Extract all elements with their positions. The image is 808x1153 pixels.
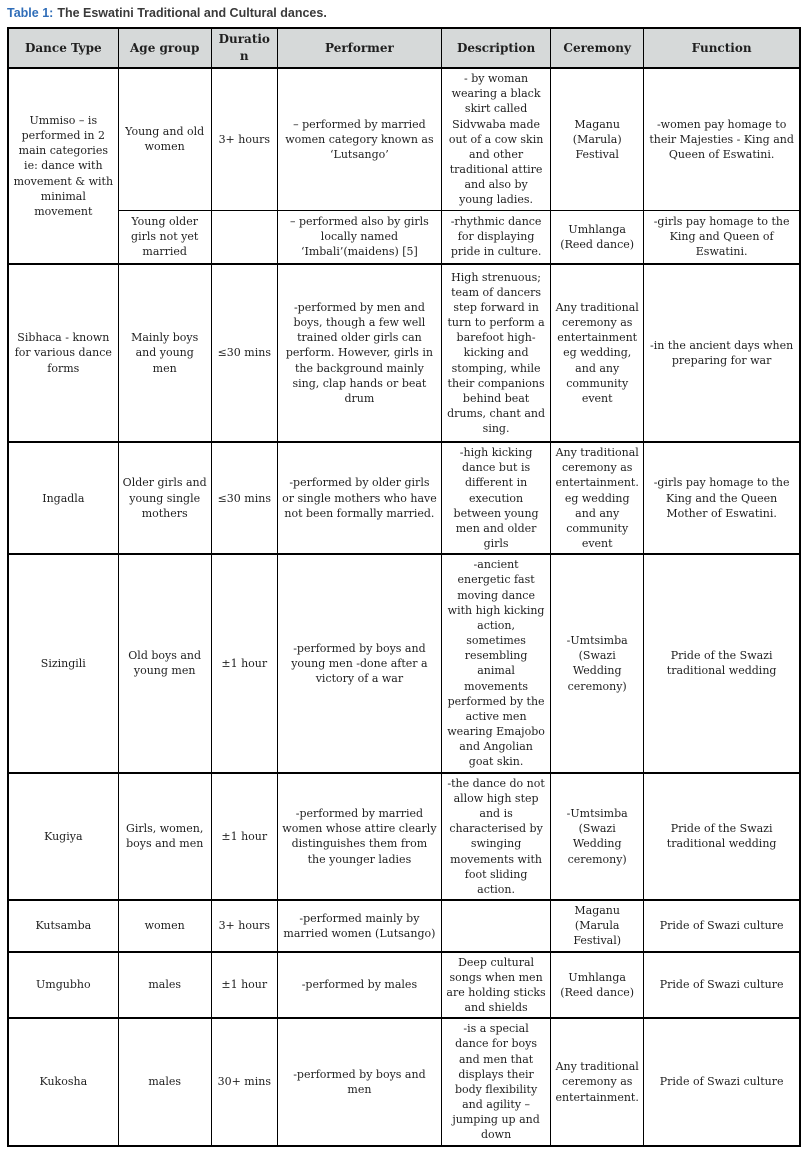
cell-function: Pride of Swazi culture [644, 952, 800, 1019]
dances-table [7, 27, 801, 1147]
cell-description: -the dance do not allow high step and is characterised by swinging movements with foot sliding action. [442, 773, 551, 900]
cell-duration: 30+ mins [211, 1018, 277, 1145]
cell-age-group: women [118, 900, 211, 952]
column-header-dance-type: Dance Type [8, 28, 118, 68]
cell-performer: – performed by married women category known as ‘Lutsango’ [277, 68, 441, 210]
cell-performer: -performed by married women whose attire clearly distinguishes them from the younger ladies [277, 773, 441, 900]
table-row-ingadla [8, 442, 800, 554]
cell-age-group: Young older girls not yet married [118, 210, 211, 264]
cell-function: -in the ancient days when preparing for war [644, 264, 800, 442]
cell-ceremony: Maganu (Marula Festival) [551, 900, 644, 952]
table-caption [7, 6, 801, 20]
table-row-kugiya [8, 773, 800, 900]
table-caption-label: Table 1: [7, 6, 54, 20]
table-row-umgubho [8, 952, 800, 1019]
cell-function: Pride of Swazi culture [644, 1018, 800, 1145]
cell-performer: -performed by males [277, 952, 441, 1019]
cell-dance-type: Sibhaca - known for various dance forms [8, 264, 118, 442]
cell-description: Deep cultural songs when men are holding sticks and shields [442, 952, 551, 1019]
cell-ceremony: Umhlanga (Reed dance) [551, 210, 644, 264]
column-header-ceremony: Ceremony [551, 28, 644, 68]
cell-ceremony: Umhlanga (Reed dance) [551, 952, 644, 1019]
column-header-age-group: Age group [118, 28, 211, 68]
column-header-description: Description [442, 28, 551, 68]
cell-function: Pride of the Swazi traditional wedding [644, 554, 800, 772]
cell-age-group: males [118, 952, 211, 1019]
cell-age-group: Mainly boys and young men [118, 264, 211, 442]
cell-duration: ±1 hour [211, 773, 277, 900]
cell-dance-type: Sizingili [8, 554, 118, 772]
cell-duration: 3+ hours [211, 900, 277, 952]
cell-ceremony: -Umtsimba (Swazi Wedding ceremony) [551, 554, 644, 772]
cell-dance-type: Kukosha [8, 1018, 118, 1145]
cell-performer: – performed also by girls locally named ‘Imbali’(maidens) [5] [277, 210, 441, 264]
cell-age-group: Young and old women [118, 68, 211, 210]
cell-ceremony: -Umtsimba (Swazi Wedding ceremony) [551, 773, 644, 900]
cell-duration: ≤30 mins [211, 442, 277, 554]
cell-performer: -performed mainly by married women (Lutsango) [277, 900, 441, 952]
cell-duration: ±1 hour [211, 952, 277, 1019]
cell-duration: 3+ hours [211, 68, 277, 210]
cell-duration [211, 210, 277, 264]
cell-age-group: Old boys and young men [118, 554, 211, 772]
cell-dance-type: Ummiso – is performed in 2 main categories ie: dance with movement & with minimal movement [8, 68, 118, 264]
cell-duration: ≤30 mins [211, 264, 277, 442]
cell-function: Pride of Swazi culture [644, 900, 800, 952]
cell-description: -high kicking dance but is different in execution between young men and older girls [442, 442, 551, 554]
cell-age-group: Older girls and young single mothers [118, 442, 211, 554]
table-row-sibhaca [8, 264, 800, 442]
cell-performer: -performed by older girls or single mothers who have not been formally married. [277, 442, 441, 554]
cell-dance-type: Kutsamba [8, 900, 118, 952]
cell-description: High strenuous; team of dancers step forward in turn to perform a barefoot high-kicking and stomping, while their companions behind beat drums, chant and sing. [442, 264, 551, 442]
cell-function: Pride of the Swazi traditional wedding [644, 773, 800, 900]
table-row-ummiso-b [8, 210, 800, 264]
table-caption-text: The Eswatini Traditional and Cultural dances. [57, 6, 327, 20]
cell-dance-type: Umgubho [8, 952, 118, 1019]
cell-function: -girls pay homage to the King and the Queen Mother of Eswatini. [644, 442, 800, 554]
cell-function: -girls pay homage to the King and Queen of Eswatini. [644, 210, 800, 264]
cell-function: -women pay homage to their Majesties - King and Queen of Eswatini. [644, 68, 800, 210]
cell-age-group: Girls, women, boys and men [118, 773, 211, 900]
cell-age-group: males [118, 1018, 211, 1145]
cell-performer: -performed by boys and men [277, 1018, 441, 1145]
header-row [8, 28, 800, 68]
cell-duration: ±1 hour [211, 554, 277, 772]
column-header-duration: Duration [211, 28, 277, 68]
table-row-kukosha [8, 1018, 800, 1145]
table-row-kutsamba [8, 900, 800, 952]
cell-description: -ancient energetic fast moving dance with high kicking action, sometimes resembling animal movements performed by the active men wearing Emajobo and Angolian goat skin. [442, 554, 551, 772]
column-header-performer: Performer [277, 28, 441, 68]
cell-ceremony: Any traditional ceremony as entertainment. [551, 1018, 644, 1145]
column-header-function: Function [644, 28, 800, 68]
table-row-ummiso-a [8, 68, 800, 210]
cell-description: -rhythmic dance for displaying pride in culture. [442, 210, 551, 264]
cell-description [442, 900, 551, 952]
cell-ceremony: Any traditional ceremony as entertainment eg wedding, and any community event [551, 264, 644, 442]
cell-dance-type: Ingadla [8, 442, 118, 554]
cell-ceremony: Maganu (Marula) Festival [551, 68, 644, 210]
cell-description: - by woman wearing a black skirt called Sidvwaba made out of a cow skin and other traditional attire and also by young ladies. [442, 68, 551, 210]
cell-performer: -performed by men and boys, though a few well trained older girls can perform. However, girls in the background mainly sing, clap hands or beat drum [277, 264, 441, 442]
cell-ceremony: Any traditional ceremony as entertainment. eg wedding and any community event [551, 442, 644, 554]
cell-description: -is a special dance for boys and men that displays their body flexibility and agility – jumping up and down [442, 1018, 551, 1145]
table-row-sizingili [8, 554, 800, 772]
cell-dance-type: Kugiya [8, 773, 118, 900]
cell-performer: -performed by boys and young men -done after a victory of a war [277, 554, 441, 772]
